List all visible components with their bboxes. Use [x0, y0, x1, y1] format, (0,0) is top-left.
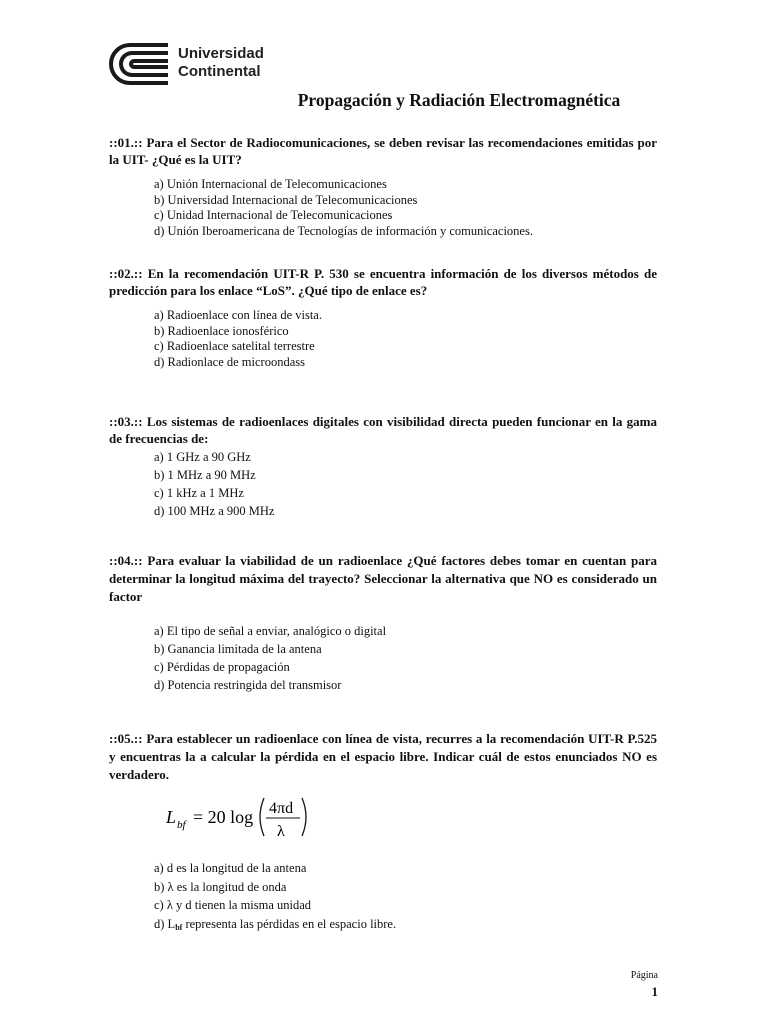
question-3-options	[154, 448, 274, 520]
formula-equals: = 20 log	[193, 807, 254, 827]
option-2c: c) Radioenlace satelital terrestre	[154, 339, 315, 353]
question-1-options	[154, 177, 533, 239]
option-3d: d) 100 MHz a 900 MHz	[154, 504, 275, 518]
option-2b: b) Radioenlace ionosférico	[154, 323, 289, 338]
option-2a: a) Radioenlace con línea de vista.	[154, 308, 322, 322]
formula-left-paren	[260, 798, 264, 836]
formula-numerator: 4πd	[269, 800, 294, 817]
logo-mark-icon	[108, 42, 170, 86]
option-4a: a) El tipo de señal a enviar, analógico o digital	[154, 624, 387, 638]
question-5: ::05.:: Para establecer un radioenlace con línea de vista, recurres a la recomendación UIT-R P.525 y encuentras la a calcular la pérdida en el espacio libre. Indicar cuál de estos enunciados NO es verdadero.	[109, 731, 657, 782]
question-2-options	[154, 308, 322, 370]
question-4-options	[154, 622, 386, 694]
option-4b: b) Ganancia limitada de la antena	[154, 642, 322, 656]
option-5d	[154, 915, 396, 938]
document-title: Propagación y Radiación Electromagnética	[297, 90, 621, 110]
formula-right-paren	[302, 798, 306, 836]
option-5d-prefix: d) L	[154, 916, 176, 931]
option-4c: c) Pérdidas de propagación	[154, 660, 290, 674]
logo-line-2: Continental	[178, 63, 261, 80]
option-5a: a) d es la longitud de la antena	[154, 861, 307, 875]
free-space-loss-formula	[166, 792, 316, 842]
question-1: ::01.:: Para el Sector de Radiocomunicaciones, se deben revisar las recomendaciones emitidas por la UIT- ¿Qué es la UIT?	[109, 135, 657, 167]
page-label: Página	[630, 970, 658, 981]
question-4: ::04.:: Para evaluar la viabilidad de un radioenlace ¿Qué factores debes tomar en cuentan para determinar la longitud máxima del trayecto? Seleccionar la alternativa que NO es considerado un factor	[109, 553, 657, 604]
question-5-options	[154, 859, 396, 937]
option-5d-subscript: bf	[175, 922, 183, 932]
formula-lhs: L	[166, 807, 177, 827]
logo-text	[178, 45, 264, 81]
option-4d: d) Potencia restringida del transmisor	[154, 678, 342, 692]
logo-line-1: Universidad	[178, 45, 264, 62]
question-2: ::02.:: En la recomendación UIT-R P. 530 se encuentra información de los diversos métodos de predicción para los enlace “LoS”. ¿Qué tipo de enlace es?	[109, 266, 657, 298]
option-1d: d) Unión Iberoamericana de Tecnologías de información y comunicaciones.	[154, 223, 533, 238]
option-2d: d) Radionlace de microondass	[154, 354, 305, 369]
university-logo	[108, 42, 278, 88]
option-5c: c) λ y d tienen la misma unidad	[154, 898, 312, 912]
page-number: 1	[651, 984, 658, 999]
option-3c: c) 1 kHz a 1 MHz	[154, 486, 244, 500]
option-5b: b) λ es la longitud de onda	[154, 879, 287, 894]
question-3: ::03.:: Los sistemas de radioenlaces digitales con visibilidad directa pueden funcionar en la gama de frecuencias de:	[109, 414, 657, 446]
option-1b: b) Universidad Internacional de Telecomunicaciones	[154, 192, 418, 207]
formula-lhs-sub: bf	[177, 819, 186, 831]
option-3a: a) 1 GHz a 90 GHz	[154, 450, 251, 464]
option-3b: b) 1 MHz a 90 MHz	[154, 468, 256, 482]
option-5d-suffix: representa las pérdidas en el espacio libre.	[182, 916, 397, 931]
formula-denominator: λ	[277, 823, 285, 840]
option-1c: c) Unidad Internacional de Telecomunicaciones	[154, 208, 393, 222]
option-1a: a) Unión Internacional de Telecomunicaciones	[154, 177, 387, 191]
